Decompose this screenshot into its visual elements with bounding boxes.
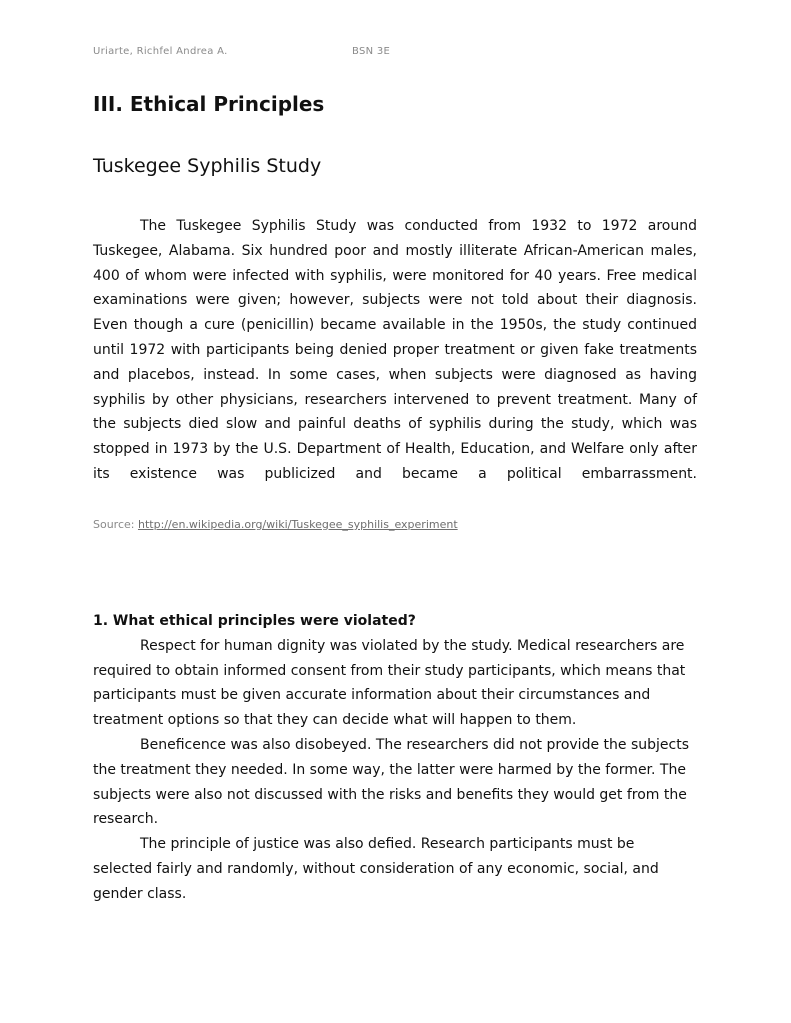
case-title: Tuskegee Syphilis Study — [93, 155, 322, 177]
source-citation — [93, 518, 458, 531]
answer-paragraph-beneficence: Beneficence was also disobeyed. The researchers did not provide the subjects the treatment they needed. In some way, the latter were harmed by the former. The subjects were also not discussed with the risks and benefits they would get from the research. — [93, 736, 689, 828]
source-label: Source: — [93, 518, 138, 531]
intro-paragraph: The Tuskegee Syphilis Study was conducted from 1932 to 1972 around Tuskegee, Alabama. Six hundred poor and mostly illiterate African-American males, 400 of whom were infected with syphilis, were monitored for 40 years. Free medical examinations were given; however, subjects were not told about their diagnosis. Even though a cure (penicillin) became available in the 1950s, the study continued until 1972 with participants being denied proper treatment or given fake treatments and placebos, instead. In some cases, when subjects were diagnosed as having syphilis by other physicians, researchers intervened to prevent treatment. Many of the subjects died slow and painful deaths of syphilis during the study, which was stopped in 1973 by the U.S. Department of Health, Education, and Welfare only after its existence was publicized and became a political embarrassment. — [93, 218, 697, 482]
section-title: III. Ethical Principles — [93, 92, 325, 116]
answer-paragraph-dignity: Respect for human dignity was violated by the study. Medical researchers are required to obtain informed consent from their study participants, which means that participants must be given accurate information about their circumstances and treatment options so that they can decide what will happen to them. — [93, 637, 686, 729]
course-section: BSN 3E — [352, 46, 391, 57]
student-name: Uriarte, Richfel Andrea A. — [93, 46, 228, 57]
answer-paragraph-justice: The principle of justice was also defied. Research participants must be selected fairly and randomly, without consideration of any economic, social, and gender class. — [93, 836, 659, 902]
question-heading: 1. What ethical principles were violated? — [93, 613, 416, 629]
source-link[interactable]: http://en.wikipedia.org/wiki/Tuskegee_syphilis_experiment — [137, 518, 458, 531]
question-block — [93, 609, 697, 907]
